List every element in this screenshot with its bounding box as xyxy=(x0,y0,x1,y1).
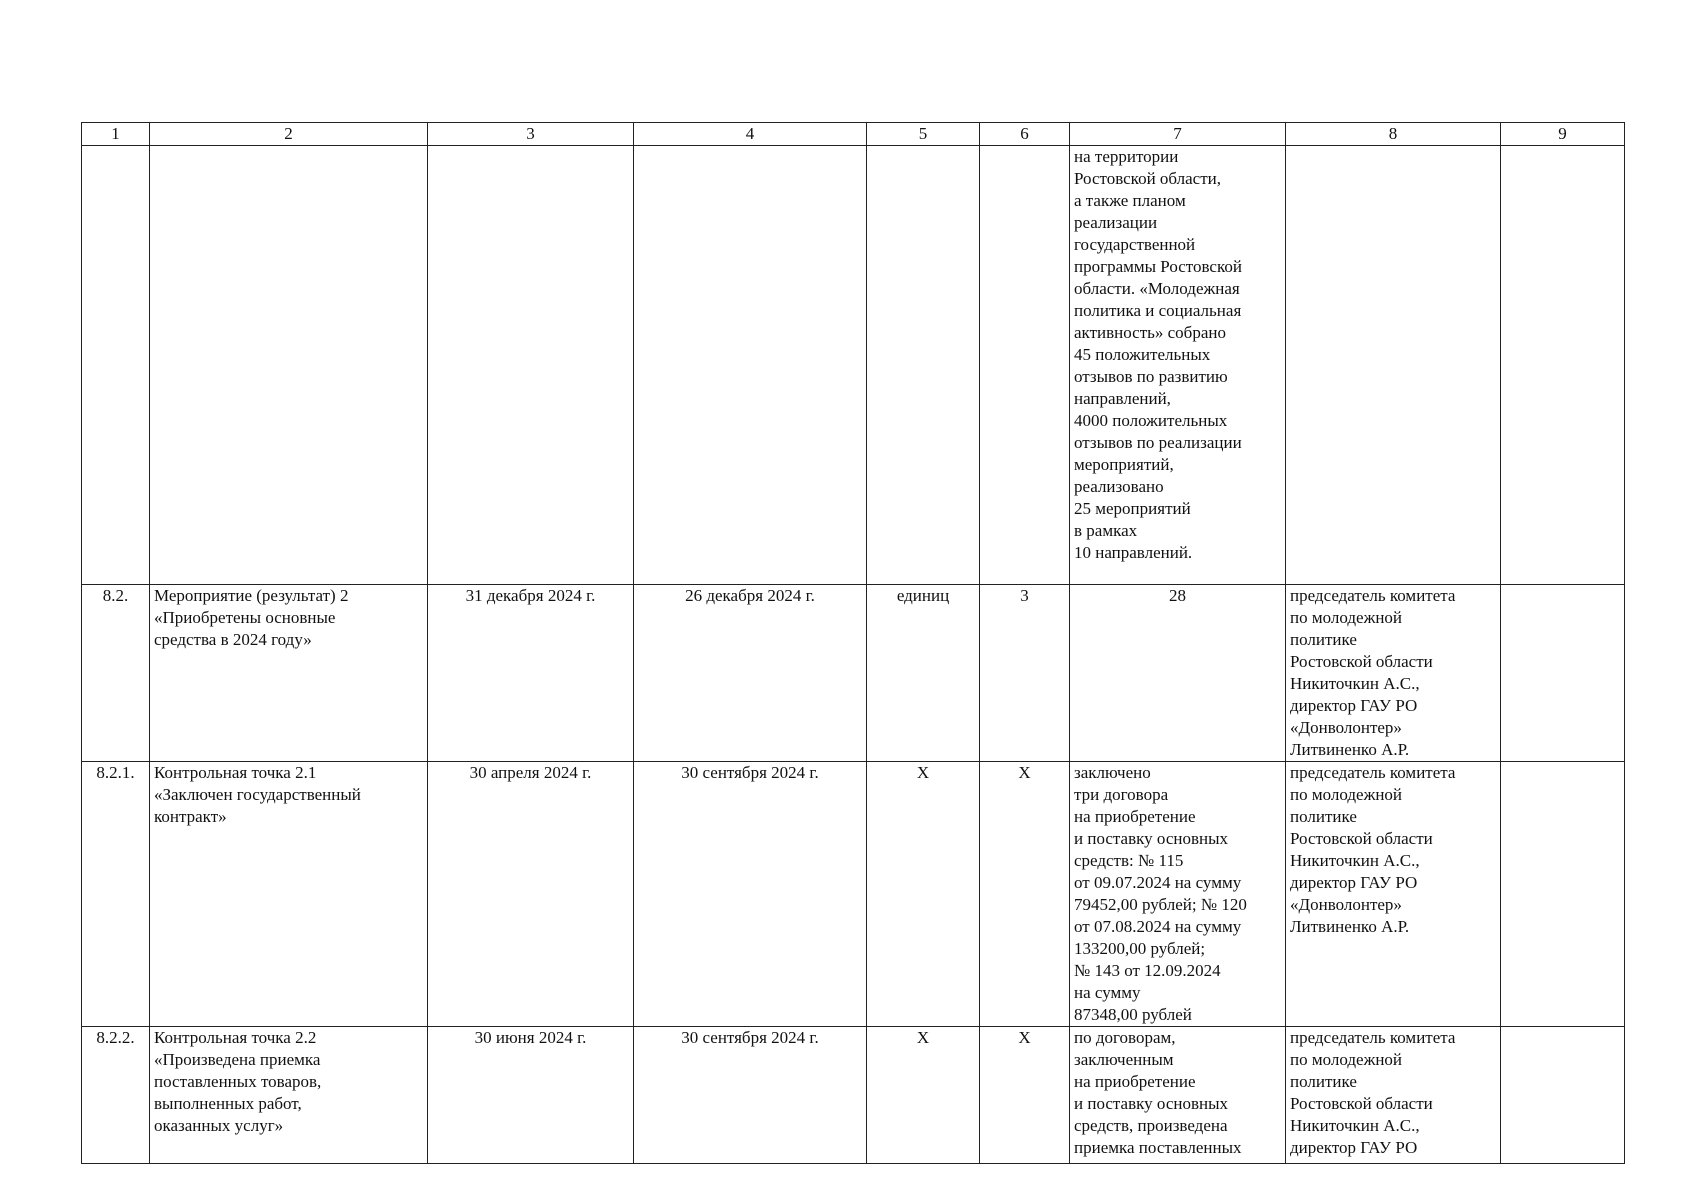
result-text: заключено три договора на приобретение и поставку основных средств: № 115 от 09.07.2024 на сумму 79452,00 рублей; № 120 от 07.08.2024 на сумму 133200,00 рублей; № 143 от 12.09.2024 на сумму 87348,00 рублей xyxy=(1070,762,1286,1027)
planned-value: 3 xyxy=(980,585,1070,762)
header-cell-3: 3 xyxy=(428,123,634,146)
planned-date xyxy=(428,146,634,585)
event-name xyxy=(150,146,428,585)
planned-date: 30 апреля 2024 г. xyxy=(428,762,634,1027)
responsible: председатель комитета по молодежной политике Ростовской области Никиточкин А.С., директор ГАУ РО «Донволонтер» Литвиненко А.Р. xyxy=(1286,585,1501,762)
table-row xyxy=(82,585,1625,762)
row-number xyxy=(82,146,150,585)
planned-date: 30 июня 2024 г. xyxy=(428,1027,634,1164)
note xyxy=(1501,146,1625,585)
header-row xyxy=(82,123,1625,146)
unit xyxy=(867,146,980,585)
header-cell-4: 4 xyxy=(634,123,867,146)
row-number: 8.2.2. xyxy=(82,1027,150,1164)
header-cell-2: 2 xyxy=(150,123,428,146)
row-number: 8.2.1. xyxy=(82,762,150,1027)
note xyxy=(1501,1027,1625,1164)
table-row xyxy=(82,762,1625,1027)
actual-date xyxy=(634,146,867,585)
header-cell-1: 1 xyxy=(82,123,150,146)
event-name: Мероприятие (результат) 2 «Приобретены основные средства в 2024 году» xyxy=(150,585,428,762)
result-text: по договорам, заключенным на приобретение и поставку основных средств, произведена приемка поставленных xyxy=(1070,1027,1286,1164)
table-row xyxy=(82,1027,1625,1164)
row-number: 8.2. xyxy=(82,585,150,762)
responsible: председатель комитета по молодежной политике Ростовской области Никиточкин А.С., директор ГАУ РО xyxy=(1286,1027,1501,1164)
planned-value: Х xyxy=(980,1027,1070,1164)
result-text: 28 xyxy=(1070,585,1286,762)
unit: единиц xyxy=(867,585,980,762)
unit: Х xyxy=(867,762,980,1027)
planned-value: Х xyxy=(980,762,1070,1027)
header-cell-6: 6 xyxy=(980,123,1070,146)
actual-date: 26 декабря 2024 г. xyxy=(634,585,867,762)
table-row xyxy=(82,146,1625,585)
event-name: Контрольная точка 2.1 «Заключен государственный контракт» xyxy=(150,762,428,1027)
responsible: председатель комитета по молодежной политике Ростовской области Никиточкин А.С., директор ГАУ РО «Донволонтер» Литвиненко А.Р. xyxy=(1286,762,1501,1027)
header-cell-5: 5 xyxy=(867,123,980,146)
header-cell-7: 7 xyxy=(1070,123,1286,146)
note xyxy=(1501,762,1625,1027)
actual-date: 30 сентября 2024 г. xyxy=(634,762,867,1027)
result-text: на территории Ростовской области, а также планом реализации государственной программы Ростовской области. «Молодежная политика и социальная активность» собрано 45 положительных отзывов по развитию направлений, 4000 положительных отзывов по реализации мероприятий, реализовано 25 мероприятий в рамках 10 направлений. xyxy=(1070,146,1286,585)
unit: Х xyxy=(867,1027,980,1164)
header-cell-9: 9 xyxy=(1501,123,1625,146)
responsible xyxy=(1286,146,1501,585)
event-name: Контрольная точка 2.2 «Произведена приемка поставленных товаров, выполненных работ, оказанных услуг» xyxy=(150,1027,428,1164)
note xyxy=(1501,585,1625,762)
header-cell-8: 8 xyxy=(1286,123,1501,146)
report-table xyxy=(81,122,1625,1164)
planned-date: 31 декабря 2024 г. xyxy=(428,585,634,762)
planned-value xyxy=(980,146,1070,585)
actual-date: 30 сентября 2024 г. xyxy=(634,1027,867,1164)
